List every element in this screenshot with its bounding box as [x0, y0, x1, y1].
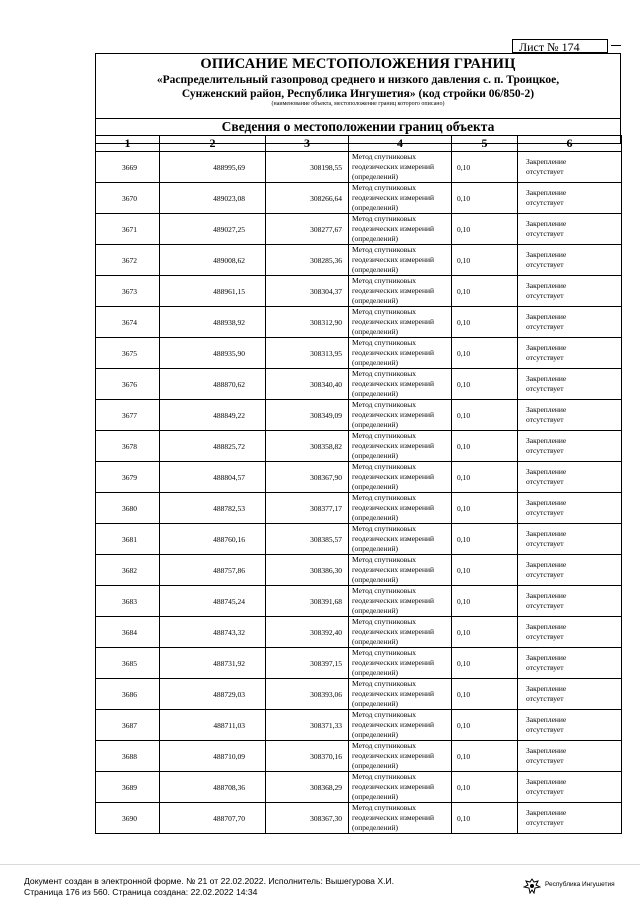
table-row	[96, 183, 622, 214]
accuracy-cell: 0,10	[452, 462, 518, 493]
method-text-line: (определений)	[352, 513, 398, 522]
fixing-text-line: Закрепление	[526, 653, 567, 662]
method-cell	[349, 555, 452, 586]
table-row	[96, 741, 622, 772]
fixing-text-line: Закрепление	[526, 312, 567, 321]
x-coordinate-cell: 489023,08	[160, 183, 266, 214]
method-text-line: Метод спутниковых	[352, 338, 417, 347]
coordinates-table	[95, 135, 622, 834]
method-text-line: (определений)	[352, 637, 398, 646]
column-header-6: 6	[518, 136, 622, 152]
fixing-text-line: отсутствует	[526, 601, 564, 610]
method-text-line: Метод спутниковых	[352, 555, 417, 564]
point-number-cell: 3681	[96, 524, 160, 555]
fixing-text-line: отсутствует	[526, 322, 564, 331]
y-coordinate-cell: 308198,55	[266, 152, 349, 183]
method-text-line: (определений)	[352, 203, 398, 212]
column-header-4: 4	[349, 136, 452, 152]
method-cell	[349, 710, 452, 741]
method-text-line: Метод спутниковых	[352, 152, 417, 161]
method-cell	[349, 493, 452, 524]
method-cell	[349, 338, 452, 369]
fixing-text-line: Закрепление	[526, 715, 567, 724]
method-text-line: Метод спутниковых	[352, 400, 417, 409]
y-coordinate-cell: 308397,15	[266, 648, 349, 679]
table-row	[96, 710, 622, 741]
accuracy-cell: 0,10	[452, 772, 518, 803]
point-number-cell: 3674	[96, 307, 160, 338]
point-number-cell: 3683	[96, 586, 160, 617]
object-name-line-1: «Распределительный газопровод среднего и низкого давления с. п. Троицкое,	[156, 74, 560, 86]
fixing-text-line: отсутствует	[526, 787, 564, 796]
x-coordinate-cell: 488710,09	[160, 741, 266, 772]
footer-divider	[0, 864, 640, 865]
method-text-line: Метод спутниковых	[352, 710, 417, 719]
footer-line-2: Страница 176 из 560. Страница создана: 22.02.2022 14:34	[24, 887, 258, 897]
table-row	[96, 338, 622, 369]
fixing-cell	[518, 400, 622, 431]
fixing-text-line: отсутствует	[526, 229, 564, 238]
table-row	[96, 524, 622, 555]
y-coordinate-cell: 308358,82	[266, 431, 349, 462]
fixing-cell	[518, 617, 622, 648]
fixing-text-line: Закрепление	[526, 374, 567, 383]
table-row	[96, 555, 622, 586]
method-text-line: (определений)	[352, 792, 398, 801]
accuracy-cell: 0,10	[452, 307, 518, 338]
emblem-icon	[523, 878, 541, 894]
fixing-cell	[518, 431, 622, 462]
accuracy-cell: 0,10	[452, 276, 518, 307]
accuracy-cell: 0,10	[452, 338, 518, 369]
fixing-cell	[518, 152, 622, 183]
method-text-line: Метод спутниковых	[352, 493, 417, 502]
object-name-line-2: Сунженский район, Республика Ингушетия» (код стройки 06/850-2)	[181, 88, 535, 100]
accuracy-cell: 0,10	[452, 369, 518, 400]
table-row	[96, 276, 622, 307]
accuracy-cell: 0,10	[452, 524, 518, 555]
method-text-line: Метод спутниковых	[352, 617, 417, 626]
footer	[24, 876, 394, 898]
method-text-line: (определений)	[352, 358, 398, 367]
header-frame	[95, 53, 621, 144]
fixing-text-line: отсутствует	[526, 508, 564, 517]
point-number-cell: 3673	[96, 276, 160, 307]
fixing-text-line: Закрепление	[526, 560, 567, 569]
accuracy-cell: 0,10	[452, 431, 518, 462]
fixing-cell	[518, 307, 622, 338]
method-text-line: (определений)	[352, 482, 398, 491]
table-row	[96, 803, 622, 834]
x-coordinate-cell: 488849,22	[160, 400, 266, 431]
method-text-line: Метод спутниковых	[352, 307, 417, 316]
x-coordinate-cell: 488729,03	[160, 679, 266, 710]
y-coordinate-cell: 308313,95	[266, 338, 349, 369]
method-text-line: геодезических измерений	[352, 472, 435, 481]
table-row	[96, 307, 622, 338]
table-row	[96, 400, 622, 431]
method-text-line: геодезических измерений	[352, 658, 435, 667]
accuracy-cell: 0,10	[452, 648, 518, 679]
method-text-line: (определений)	[352, 327, 398, 336]
point-number-cell: 3679	[96, 462, 160, 493]
method-text-line: (определений)	[352, 575, 398, 584]
x-coordinate-cell: 488757,86	[160, 555, 266, 586]
column-header-3: 3	[266, 136, 349, 152]
method-cell	[349, 276, 452, 307]
method-cell	[349, 462, 452, 493]
x-coordinate-cell: 488938,92	[160, 307, 266, 338]
method-text-line: Метод спутниковых	[352, 524, 417, 533]
x-coordinate-cell: 488743,32	[160, 617, 266, 648]
object-name-caption: (наименование объекта, местоположение границ которого описано)	[271, 101, 445, 107]
accuracy-cell: 0,10	[452, 245, 518, 276]
method-text-line: Метод спутниковых	[352, 276, 417, 285]
fixing-text-line: отсутствует	[526, 632, 564, 641]
x-coordinate-cell: 488707,70	[160, 803, 266, 834]
method-cell	[349, 803, 452, 834]
accuracy-cell: 0,10	[452, 710, 518, 741]
fixing-text-line: отсутствует	[526, 725, 564, 734]
method-text-line: (определений)	[352, 668, 398, 677]
x-coordinate-cell: 489027,25	[160, 214, 266, 245]
x-coordinate-cell: 488935,90	[160, 338, 266, 369]
method-text-line: (определений)	[352, 761, 398, 770]
fixing-cell	[518, 741, 622, 772]
accuracy-cell: 0,10	[452, 152, 518, 183]
point-number-cell: 3670	[96, 183, 160, 214]
y-coordinate-cell: 308393,06	[266, 679, 349, 710]
point-number-cell: 3686	[96, 679, 160, 710]
y-coordinate-cell: 308340,40	[266, 369, 349, 400]
y-coordinate-cell: 308266,64	[266, 183, 349, 214]
fixing-text-line: Закрепление	[526, 777, 567, 786]
method-text-line: геодезических измерений	[352, 255, 435, 264]
fixing-text-line: Закрепление	[526, 622, 567, 631]
fixing-text-line: Закрепление	[526, 343, 567, 352]
table-row	[96, 431, 622, 462]
table-row	[96, 679, 622, 710]
y-coordinate-cell: 308312,90	[266, 307, 349, 338]
method-text-line: (определений)	[352, 234, 398, 243]
fixing-text-line: отсутствует	[526, 353, 564, 362]
fixing-cell	[518, 586, 622, 617]
fixing-text-line: Закрепление	[526, 498, 567, 507]
method-text-line: (определений)	[352, 265, 398, 274]
method-cell	[349, 400, 452, 431]
method-text-line: Метод спутниковых	[352, 431, 417, 440]
x-coordinate-cell: 488870,62	[160, 369, 266, 400]
method-text-line: геодезических измерений	[352, 534, 435, 543]
y-coordinate-cell: 308391,68	[266, 586, 349, 617]
x-coordinate-cell: 488782,53	[160, 493, 266, 524]
method-cell	[349, 183, 452, 214]
footer-line-1: Документ создан в электронной форме. № 21 от 22.02.2022. Исполнитель: Вышегурова Х.И.	[24, 876, 395, 886]
column-header-5: 5	[452, 136, 518, 152]
x-coordinate-cell: 489008,62	[160, 245, 266, 276]
fixing-text-line: Закрепление	[526, 591, 567, 600]
method-cell	[349, 431, 452, 462]
accuracy-cell: 0,10	[452, 617, 518, 648]
fixing-text-line: Закрепление	[526, 250, 567, 259]
method-text-line: Метод спутниковых	[352, 245, 417, 254]
column-header-1: 1	[96, 136, 160, 152]
x-coordinate-cell: 488995,69	[160, 152, 266, 183]
x-coordinate-cell: 488745,24	[160, 586, 266, 617]
sheet-tick-mark	[611, 45, 621, 46]
y-coordinate-cell: 308377,17	[266, 493, 349, 524]
method-text-line: (определений)	[352, 389, 398, 398]
point-number-cell: 3690	[96, 803, 160, 834]
fixing-text-line: Закрепление	[526, 808, 567, 817]
y-coordinate-cell: 308349,09	[266, 400, 349, 431]
y-coordinate-cell: 308386,30	[266, 555, 349, 586]
point-number-cell: 3682	[96, 555, 160, 586]
method-cell	[349, 586, 452, 617]
method-cell	[349, 369, 452, 400]
fixing-cell	[518, 710, 622, 741]
y-coordinate-cell: 308368,29	[266, 772, 349, 803]
method-cell	[349, 772, 452, 803]
fixing-text-line: отсутствует	[526, 539, 564, 548]
y-coordinate-cell: 308367,90	[266, 462, 349, 493]
fixing-text-line: Закрепление	[526, 436, 567, 445]
fixing-text-line: отсутствует	[526, 477, 564, 486]
method-text-line: (определений)	[352, 606, 398, 615]
method-text-line: Метод спутниковых	[352, 803, 417, 812]
fixing-cell	[518, 803, 622, 834]
method-text-line: геодезических измерений	[352, 503, 435, 512]
method-text-line: Метод спутниковых	[352, 462, 417, 471]
method-text-line: Метод спутниковых	[352, 183, 417, 192]
y-coordinate-cell: 308392,40	[266, 617, 349, 648]
method-text-line: геодезических измерений	[352, 565, 435, 574]
method-text-line: геодезических измерений	[352, 162, 435, 171]
method-text-line: (определений)	[352, 823, 398, 832]
table-row	[96, 462, 622, 493]
method-text-line: (определений)	[352, 730, 398, 739]
method-text-line: (определений)	[352, 699, 398, 708]
accuracy-cell: 0,10	[452, 679, 518, 710]
method-text-line: геодезических измерений	[352, 193, 435, 202]
fixing-cell	[518, 679, 622, 710]
fixing-text-line: отсутствует	[526, 198, 564, 207]
x-coordinate-cell: 488708,36	[160, 772, 266, 803]
table-row	[96, 493, 622, 524]
accuracy-cell: 0,10	[452, 586, 518, 617]
method-text-line: (определений)	[352, 172, 398, 181]
y-coordinate-cell: 308285,36	[266, 245, 349, 276]
method-cell	[349, 245, 452, 276]
method-cell	[349, 648, 452, 679]
fixing-cell	[518, 183, 622, 214]
method-cell	[349, 741, 452, 772]
method-text-line: геодезических измерений	[352, 751, 435, 760]
point-number-cell: 3676	[96, 369, 160, 400]
method-cell	[349, 214, 452, 245]
x-coordinate-cell: 488804,57	[160, 462, 266, 493]
method-text-line: Метод спутниковых	[352, 679, 417, 688]
point-number-cell: 3685	[96, 648, 160, 679]
fixing-text-line: отсутствует	[526, 167, 564, 176]
fixing-text-line: отсутствует	[526, 384, 564, 393]
method-text-line: Метод спутниковых	[352, 214, 417, 223]
method-text-line: (определений)	[352, 451, 398, 460]
method-text-line: геодезических измерений	[352, 286, 435, 295]
point-number-cell: 3689	[96, 772, 160, 803]
method-cell	[349, 524, 452, 555]
table-row	[96, 245, 622, 276]
point-number-cell: 3672	[96, 245, 160, 276]
table-row	[96, 586, 622, 617]
method-text-line: (определений)	[352, 420, 398, 429]
method-text-line: (определений)	[352, 296, 398, 305]
fixing-text-line: Закрепление	[526, 157, 567, 166]
point-number-cell: 3687	[96, 710, 160, 741]
accuracy-cell: 0,10	[452, 555, 518, 586]
x-coordinate-cell: 488760,16	[160, 524, 266, 555]
point-number-cell: 3678	[96, 431, 160, 462]
y-coordinate-cell: 308370,16	[266, 741, 349, 772]
method-text-line: геодезических измерений	[352, 782, 435, 791]
y-coordinate-cell: 308367,30	[266, 803, 349, 834]
point-number-cell: 3675	[96, 338, 160, 369]
point-number-cell: 3680	[96, 493, 160, 524]
fixing-text-line: Закрепление	[526, 281, 567, 290]
accuracy-cell: 0,10	[452, 400, 518, 431]
x-coordinate-cell: 488711,03	[160, 710, 266, 741]
fixing-text-line: отсутствует	[526, 446, 564, 455]
point-number-cell: 3688	[96, 741, 160, 772]
column-header-2: 2	[160, 136, 266, 152]
method-text-line: геодезических измерений	[352, 224, 435, 233]
accuracy-cell: 0,10	[452, 741, 518, 772]
accuracy-cell: 0,10	[452, 183, 518, 214]
method-text-line: геодезических измерений	[352, 627, 435, 636]
fixing-cell	[518, 276, 622, 307]
x-coordinate-cell: 488961,15	[160, 276, 266, 307]
table-header-row	[96, 136, 622, 152]
fixing-text-line: отсутствует	[526, 570, 564, 579]
method-text-line: геодезических измерений	[352, 379, 435, 388]
fixing-cell	[518, 524, 622, 555]
table-row	[96, 617, 622, 648]
method-text-line: геодезических измерений	[352, 441, 435, 450]
fixing-text-line: отсутствует	[526, 756, 564, 765]
method-text-line: геодезических измерений	[352, 689, 435, 698]
method-text-line: Метод спутниковых	[352, 369, 417, 378]
fixing-text-line: отсутствует	[526, 663, 564, 672]
fixing-text-line: отсутствует	[526, 291, 564, 300]
fixing-cell	[518, 462, 622, 493]
point-number-cell: 3671	[96, 214, 160, 245]
method-cell	[349, 307, 452, 338]
method-text-line: геодезических измерений	[352, 410, 435, 419]
point-number-cell: 3684	[96, 617, 160, 648]
fixing-text-line: Закрепление	[526, 746, 567, 755]
fixing-text-line: отсутствует	[526, 694, 564, 703]
y-coordinate-cell: 308304,37	[266, 276, 349, 307]
emblem-label: Республика Ингушетия	[545, 881, 615, 888]
fixing-cell	[518, 245, 622, 276]
method-cell	[349, 679, 452, 710]
method-text-line: Метод спутниковых	[352, 586, 417, 595]
table-row	[96, 214, 622, 245]
fixing-cell	[518, 555, 622, 586]
method-text-line: геодезических измерений	[352, 813, 435, 822]
y-coordinate-cell: 308385,57	[266, 524, 349, 555]
point-number-cell: 3677	[96, 400, 160, 431]
accuracy-cell: 0,10	[452, 214, 518, 245]
x-coordinate-cell: 488731,92	[160, 648, 266, 679]
fixing-text-line: Закрепление	[526, 467, 567, 476]
accuracy-cell: 0,10	[452, 493, 518, 524]
table-row	[96, 369, 622, 400]
method-text-line: геодезических измерений	[352, 317, 435, 326]
section-title: Сведения о местоположении границ объекта	[221, 119, 495, 134]
table-row	[96, 648, 622, 679]
y-coordinate-cell: 308371,33	[266, 710, 349, 741]
method-text-line: геодезических измерений	[352, 348, 435, 357]
method-text-line: (определений)	[352, 544, 398, 553]
method-text-line: Метод спутниковых	[352, 772, 417, 781]
fixing-cell	[518, 493, 622, 524]
method-text-line: Метод спутниковых	[352, 648, 417, 657]
fixing-cell	[518, 369, 622, 400]
fixing-text-line: отсутствует	[526, 415, 564, 424]
method-cell	[349, 152, 452, 183]
fixing-text-line: Закрепление	[526, 529, 567, 538]
fixing-text-line: Закрепление	[526, 188, 567, 197]
fixing-cell	[518, 338, 622, 369]
y-coordinate-cell: 308277,67	[266, 214, 349, 245]
sheet-number: Лист № 174	[512, 39, 608, 53]
method-text-line: геодезических измерений	[352, 720, 435, 729]
method-text-line: Метод спутниковых	[352, 741, 417, 750]
x-coordinate-cell: 488825,72	[160, 431, 266, 462]
fixing-text-line: Закрепление	[526, 405, 567, 414]
accuracy-cell: 0,10	[452, 803, 518, 834]
table-row	[96, 772, 622, 803]
fixing-cell	[518, 214, 622, 245]
table-row	[96, 152, 622, 183]
fixing-text-line: отсутствует	[526, 818, 564, 827]
fixing-text-line: Закрепление	[526, 219, 567, 228]
method-text-line: геодезических измерений	[352, 596, 435, 605]
method-cell	[349, 617, 452, 648]
fixing-cell	[518, 648, 622, 679]
fixing-text-line: отсутствует	[526, 260, 564, 269]
fixing-cell	[518, 772, 622, 803]
point-number-cell: 3669	[96, 152, 160, 183]
fixing-text-line: Закрепление	[526, 684, 567, 693]
document-title: ОПИСАНИЕ МЕСТОПОЛОЖЕНИЯ ГРАНИЦ	[200, 56, 516, 72]
